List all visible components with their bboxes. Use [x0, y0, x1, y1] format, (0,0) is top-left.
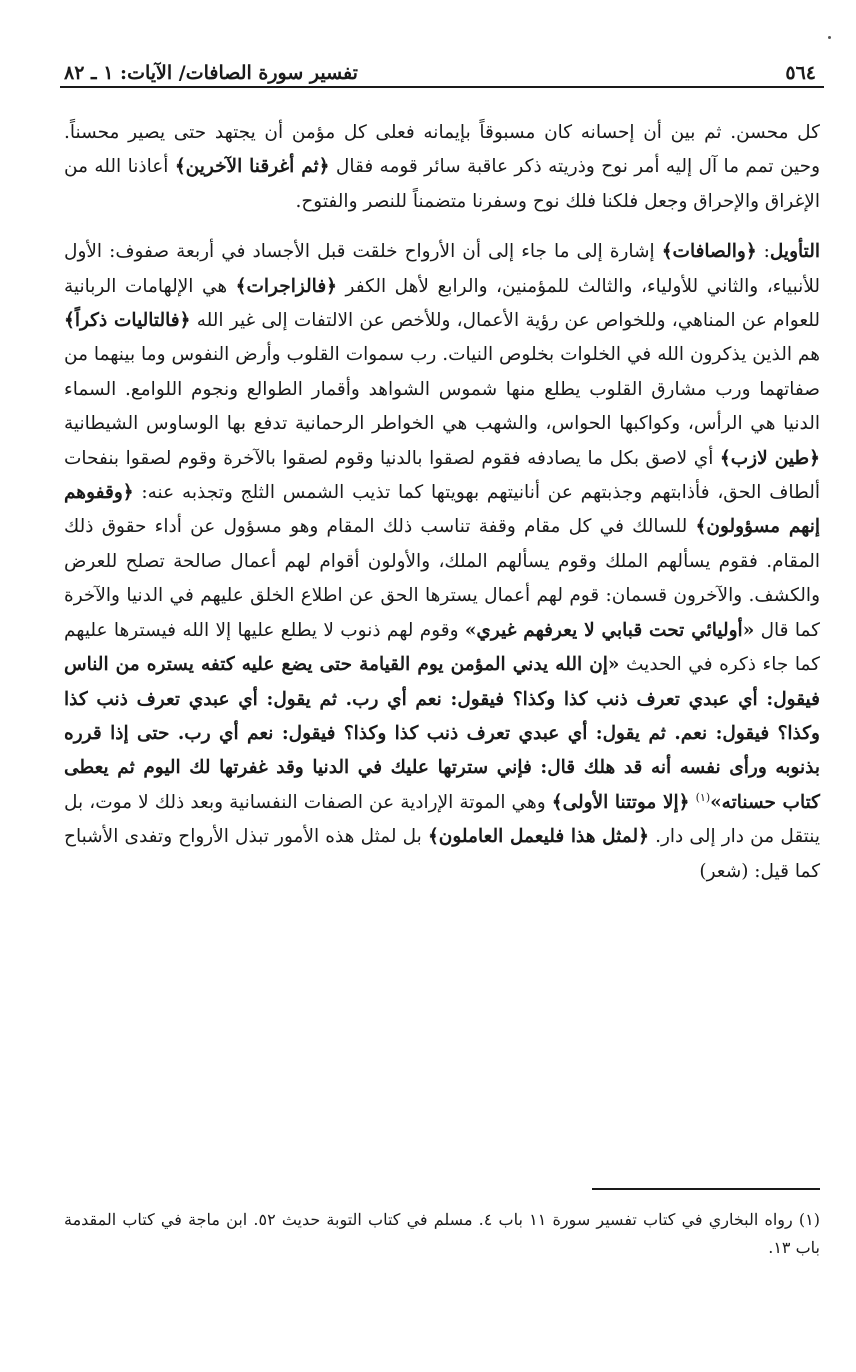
quran-quote: ﴿طين لازب﴾	[719, 447, 820, 469]
footnote-reference[interactable]: (١)	[695, 790, 711, 804]
quran-quote: ﴿والصافات﴾	[661, 241, 757, 263]
quran-quote: ﴿فالزاجرات﴾	[235, 275, 337, 297]
text-run: أعاذنا الله من الإغراق والإحراق وجعل فلكنا فلك نوح وسفرنا متضمناً للنصر والفتوح.	[64, 156, 820, 212]
quran-quote: ﴿إلا موتتنا الأولى﴾	[551, 791, 690, 813]
scan-speck	[828, 36, 831, 39]
text-run: بل لمثل هذه الأمور تبذل الأرواح وتفدى الأشباح كما قيل: (شعر)	[64, 826, 820, 882]
quran-quote: ﴿لمثل هذا فليعمل العاملون﴾	[427, 826, 649, 848]
quran-quote: ﴿فالتاليات ذكراً﴾	[64, 310, 191, 332]
page-header	[60, 48, 824, 88]
quran-quote: ﴿وقفوهم إنهم مسؤولون﴾	[64, 482, 821, 538]
text-run: هم الذين يذكرون الله في الخلوات بخلوص النيات. رب سموات القلوب وأرض النفوس وما بينهما من صفاتهما ورب مشارق القلوب يطلع منها شموس الشواهد وأقمار الطوالع ونجوم اللوامع. السماء الدنيا هي الرأس، وكواكبها الحواس، والشهب هي الخواطر الرحمانية تدفع بها الوساوس الشيطانية	[64, 344, 820, 435]
text-run: وقوم لهم ذنوب لا يطلع عليها إلا الله فيسترها عليهم كما جاء ذكره في الحديث	[64, 619, 820, 676]
text-run: هي الإلهامات الربانية للعوام عن المناهي، وللخواص عن رؤية الأعمال، وللأخص عن الالتفات إلى غير الله	[64, 275, 821, 332]
text-run: أي لاصق بكل ما يصادفه فقوم لصقوا بالدنيا وقوم لصقوا بالآخرة وقوم لصقوا بنفحات ألطاف الحق، فأذابتهم وجذبتهم عن أنانيتهم بهويتها كما تذيب الشمس الثلج وتجذبه عنه:	[64, 447, 820, 504]
text-run: إشارة إلى ما جاء إلى أن الأرواح خلقت قبل الأجساد في أربعة صفوف: الأول للأنبياء، والثاني للأولياء، والثالث للمؤمنين، والرابع لأهل الكفر	[64, 241, 820, 297]
text-run: كل محسن. ثم بين أن إحسانه كان مسبوقاً بإيمانه فعلى كل مؤمن أن يجتهد حتى يصير محسناً. وحين تمم ما آل إليه أمر نوح وذريته ذكر عاقبة سائر قومه فقال	[64, 122, 821, 178]
book-page	[60, 48, 824, 1348]
footnote: (١) رواه البخاري في كتاب تفسير سورة ١١ باب ٤. مسلم في كتاب التوبة حديث ٥٢. ابن ماجة في كتاب المقدمة باب ١٣.	[64, 1210, 821, 1257]
text-run: :	[756, 241, 770, 263]
footnote-divider	[592, 1188, 820, 1190]
running-title: تفسير سورة الصافات/ الآيات: ١ ـ ٨٢	[64, 62, 358, 84]
paragraph-intro	[64, 116, 820, 219]
section-label: التأويل	[769, 241, 820, 263]
paragraph-tawil	[64, 235, 820, 889]
text-run: للسالك في كل مقام وقفة تناسب ذلك المقام وهو مسؤول عن أداء حقوق ذلك المقام. فقوم يسألهم الملك وقوم يسألهم الملك، والأولون أقوام لهم أعمال صالحة تصلح للعرض والكشف. والآخرون قسمان: قوم لهم أعمال يسترها الحق عن اطلاع الخلق عليهم في الدنيا والآخرة كما قال	[64, 516, 821, 641]
page-number: ٥٦٤	[785, 62, 816, 84]
text-run: وهي الموتة الإرادية عن الصفات النفسانية وبعد ذلك لا موت، بل ينتقل من دار إلى دار.	[64, 791, 820, 848]
hadith-quote: «إن الله يدني المؤمن يوم القيامة حتى يضع عليه كتفه يستره من الناس فيقول: أي عبدي تعرف ذنب كذا وكذا؟ فيقول: نعم أي رب. ثم يقول: أي عبدي تعرف ذنب كذا وكذا؟ فيقول: نعم. ثم يقول: أي عبدي تعرف ذنب كذا وكذا؟ فيقول: نعم أي رب. حتى إذا قرره بذنوبه ورأى نفسه أنه قد هلك قال: فإني سترتها عليك في الدنيا وقد غفرتها لك اليوم ثم يعطى كتاب حسناته»	[64, 654, 820, 813]
hadith-quote: «أوليائي تحت قبابي لا يعرفهم غيري»	[464, 619, 755, 641]
quran-quote: ﴿ثم أغرقنا الآخرين﴾	[174, 156, 330, 178]
body-text	[60, 116, 824, 889]
